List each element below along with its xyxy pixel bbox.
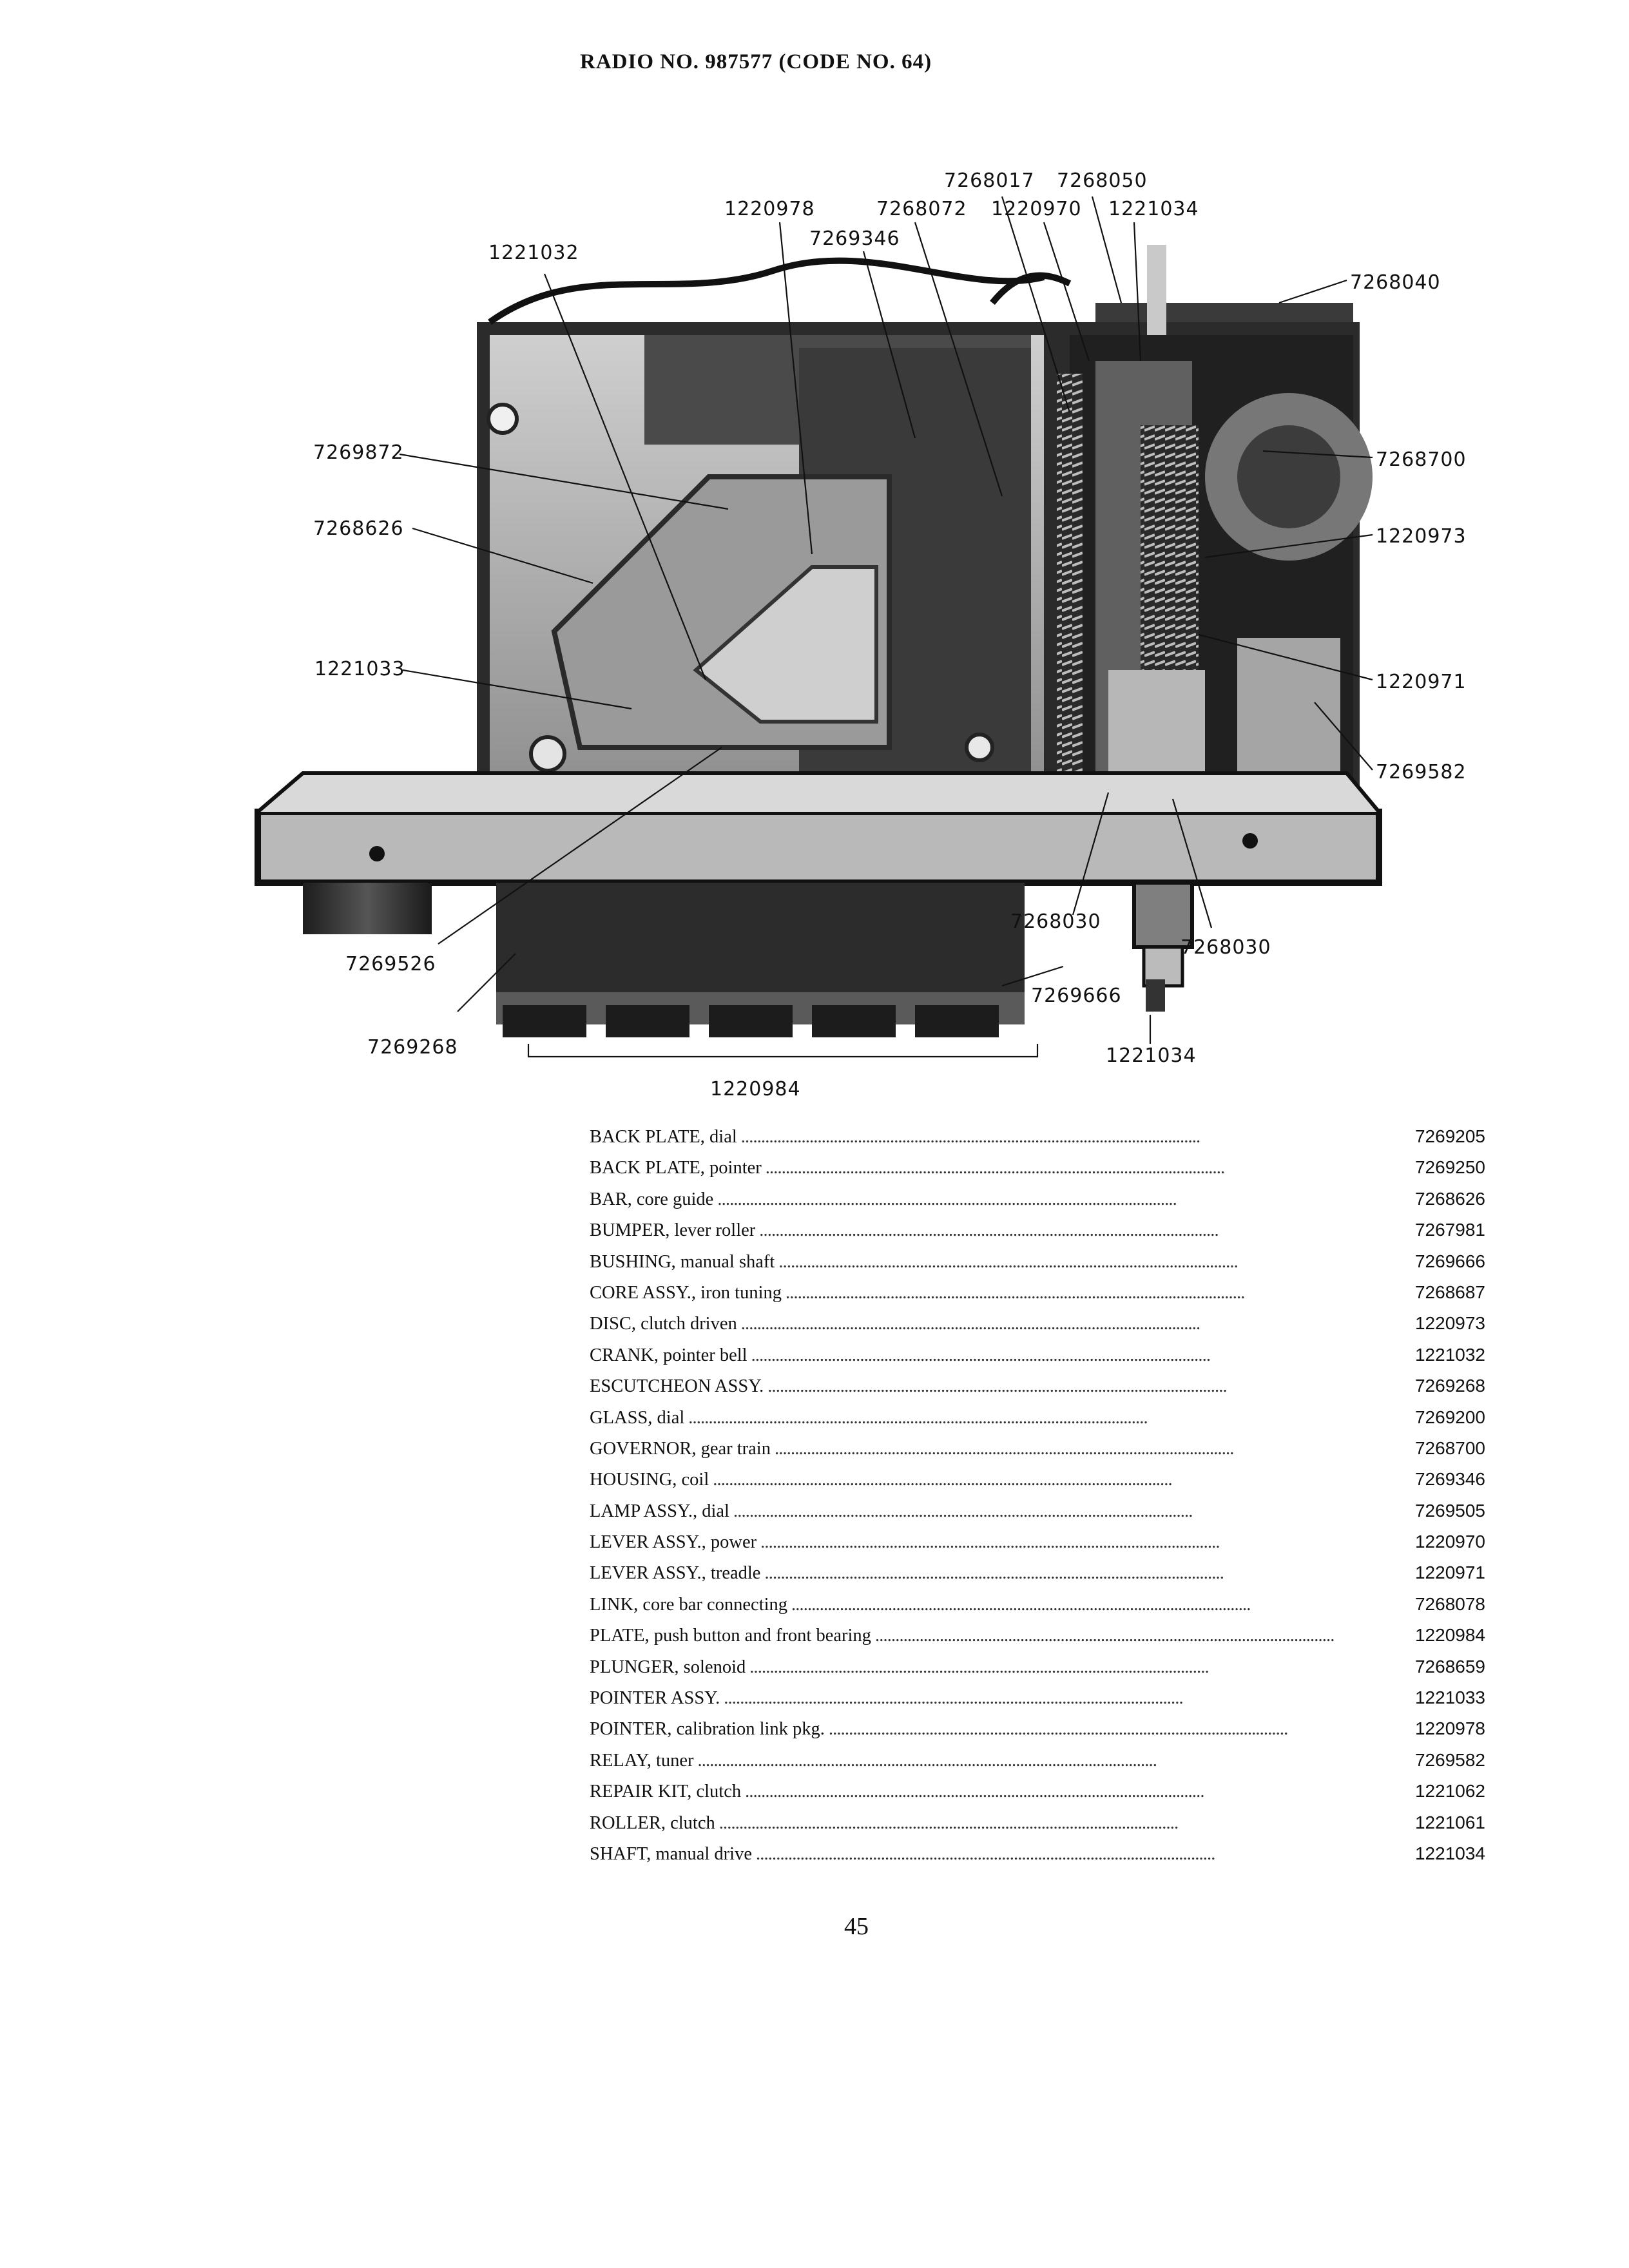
callout-1220984: 1220984 <box>710 1078 801 1100</box>
part-number: 1220973 <box>1414 1313 1485 1334</box>
part-name: LAMP ASSY., dial <box>590 1501 729 1521</box>
part-number: 1220978 <box>1414 1718 1485 1739</box>
callout-7268700: 7268700 <box>1376 448 1467 471</box>
leader-dots <box>745 1782 1404 1802</box>
part-name: GLASS, dial <box>590 1407 685 1428</box>
part-number: 7269582 <box>1414 1749 1485 1770</box>
part-name: POINTER ASSY. <box>590 1688 720 1709</box>
parts-list-row <box>590 1812 1485 1843</box>
callout-1221033: 1221033 <box>314 658 405 680</box>
leader-dots <box>875 1626 1404 1646</box>
callout-7269268: 7269268 <box>367 1036 458 1059</box>
parts-list-row <box>590 1376 1485 1407</box>
leader-dots <box>760 1532 1404 1553</box>
leader-dots <box>688 1408 1404 1428</box>
leader-dots <box>775 1439 1404 1459</box>
parts-list-row <box>590 1189 1485 1220</box>
leader-dots <box>778 1252 1404 1273</box>
parts-list-row <box>590 1843 1485 1874</box>
callout-7268030-right: 7268030 <box>1181 936 1271 959</box>
part-number: 7268659 <box>1414 1656 1485 1677</box>
part-number: 1221033 <box>1414 1687 1485 1708</box>
parts-list-row <box>590 1750 1485 1781</box>
part-name: BACK PLATE, pointer <box>590 1158 762 1178</box>
part-name: HOUSING, coil <box>590 1470 709 1490</box>
part-number: 1220984 <box>1414 1625 1485 1646</box>
part-name: ROLLER, clutch <box>590 1812 715 1833</box>
parts-list-row <box>590 1251 1485 1282</box>
parts-list-row <box>590 1407 1485 1438</box>
part-number: 7269205 <box>1414 1126 1485 1146</box>
part-number: 7269268 <box>1414 1376 1485 1396</box>
page-title: RADIO NO. 987577 (CODE NO. 64) <box>580 50 932 73</box>
parts-list-row <box>590 1657 1485 1687</box>
parts-list-row <box>590 1438 1485 1469</box>
part-number: 1221034 <box>1414 1843 1485 1863</box>
leader-dots <box>759 1220 1404 1241</box>
callout-1221034-bottom: 1221034 <box>1106 1044 1197 1067</box>
callout-1221034-top: 1221034 <box>1108 198 1199 220</box>
callout-7268040: 7268040 <box>1350 271 1441 294</box>
part-number: 7269505 <box>1414 1500 1485 1521</box>
callout-7268072: 7268072 <box>876 198 967 220</box>
leader-dots <box>749 1657 1404 1678</box>
parts-list-row <box>590 1501 1485 1532</box>
part-number: 1220971 <box>1414 1562 1485 1583</box>
part-name: CORE ASSY., iron tuning <box>590 1282 782 1303</box>
part-name: BAR, core guide <box>590 1189 714 1209</box>
leader-dots <box>791 1595 1404 1615</box>
part-number: 7268078 <box>1414 1593 1485 1614</box>
part-name: PLUNGER, solenoid <box>590 1657 746 1677</box>
part-name: SHAFT, manual drive <box>590 1843 752 1864</box>
page-number: 45 <box>844 1913 869 1940</box>
parts-list-row <box>590 1718 1485 1749</box>
part-name: LEVER ASSY., power <box>590 1532 757 1553</box>
leader-dots <box>741 1127 1404 1148</box>
parts-list-row <box>590 1157 1485 1188</box>
parts-list-row <box>590 1345 1485 1376</box>
parts-list-row <box>590 1687 1485 1718</box>
part-name: LEVER ASSY., treadle <box>590 1563 761 1584</box>
callout-7269526: 7269526 <box>345 953 436 975</box>
part-name: LINK, core bar connecting <box>590 1594 788 1615</box>
part-number: 7269346 <box>1414 1469 1485 1490</box>
parts-list-row <box>590 1562 1485 1593</box>
part-number: 7268626 <box>1414 1188 1485 1209</box>
parts-list-row <box>590 1282 1485 1313</box>
parts-list-row <box>590 1625 1485 1656</box>
part-name: GOVERNOR, gear train <box>590 1438 771 1459</box>
part-number: 1221061 <box>1414 1812 1485 1832</box>
part-name: RELAY, tuner <box>590 1750 694 1771</box>
part-name: BUSHING, manual shaft <box>590 1251 775 1272</box>
part-number: 1221062 <box>1414 1781 1485 1802</box>
leader-dots <box>719 1813 1404 1834</box>
callout-1220970: 1220970 <box>991 198 1082 220</box>
leader-dots <box>717 1189 1404 1210</box>
leader-dots <box>713 1470 1404 1490</box>
part-number: 7268700 <box>1414 1437 1485 1458</box>
leader-dots <box>724 1688 1404 1709</box>
part-name: DISC, clutch driven <box>590 1314 737 1334</box>
chassis-photo <box>477 245 1373 818</box>
parts-list-row <box>590 1313 1485 1344</box>
leader-dots <box>733 1501 1404 1522</box>
leader-dots <box>786 1283 1404 1303</box>
part-name: POINTER, calibration link pkg. <box>590 1719 825 1740</box>
callout-7268626: 7268626 <box>313 517 404 540</box>
push-button-unit <box>303 883 1192 1037</box>
callout-7269346: 7269346 <box>809 227 900 250</box>
parts-list-row <box>590 1469 1485 1500</box>
callout-1220971: 1220971 <box>1376 671 1467 693</box>
part-number: 7269250 <box>1414 1157 1485 1178</box>
callout-1221032: 1221032 <box>488 242 579 264</box>
parts-list <box>590 1126 1485 1874</box>
part-name: PLATE, push button and front bearing <box>590 1626 871 1646</box>
callout-7269872: 7269872 <box>313 441 404 464</box>
callout-7268050: 7268050 <box>1057 169 1148 192</box>
leader-dots <box>741 1314 1404 1334</box>
callout-1220978: 1220978 <box>724 198 815 220</box>
leader-dots <box>698 1751 1404 1771</box>
part-name: BACK PLATE, dial <box>590 1127 737 1147</box>
leader-dots <box>767 1376 1404 1397</box>
part-number: 7267981 <box>1414 1220 1485 1240</box>
leader-dots <box>829 1719 1404 1740</box>
part-number: 1220970 <box>1414 1532 1485 1552</box>
parts-list-row <box>590 1126 1485 1157</box>
leader-dots <box>764 1563 1404 1584</box>
parts-list-row <box>590 1781 1485 1812</box>
callout-1220973: 1220973 <box>1376 525 1467 548</box>
leader-dots <box>751 1345 1404 1366</box>
part-name: REPAIR KIT, clutch <box>590 1782 742 1802</box>
callout-7269666: 7269666 <box>1031 985 1122 1007</box>
part-name: CRANK, pointer bell <box>590 1345 747 1365</box>
part-number: 7268687 <box>1414 1282 1485 1302</box>
part-number: 7269200 <box>1414 1407 1485 1427</box>
part-name: ESCUTCHEON ASSY. <box>590 1376 764 1397</box>
callout-7268030-left: 7268030 <box>1010 910 1101 933</box>
leader-dots <box>756 1844 1404 1865</box>
parts-list-row <box>590 1594 1485 1625</box>
callout-7268017: 7268017 <box>944 169 1035 192</box>
part-number: 7269666 <box>1414 1251 1485 1271</box>
part-name: BUMPER, lever roller <box>590 1220 756 1241</box>
leader-dots <box>766 1158 1404 1178</box>
parts-list-row <box>590 1220 1485 1251</box>
parts-list-row <box>590 1532 1485 1562</box>
callout-7269582: 7269582 <box>1376 761 1467 783</box>
base-tray <box>258 773 1379 883</box>
part-number: 1221032 <box>1414 1344 1485 1365</box>
